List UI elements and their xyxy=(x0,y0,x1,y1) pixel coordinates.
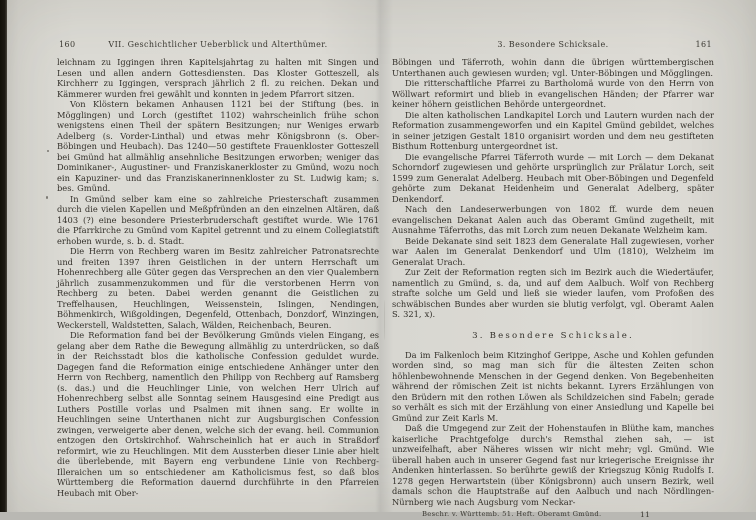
paragraph-text: Die Reformation fand bei der Bevölkerung Gmünds vielen Eingang, es gelang aber dem Rathe die Bewegung allmählig zu unterdrücken, so daß in der Reichsstadt blos die katholische Confession geduldet wurde. Dagegen fand die Reformation einige entschiedene Anhänger unter den Herrn von Rechberg, namentlich den Philipp von Rechberg auf Ramsberg (s. das.) und die Heuchlinger Linie, von welchen Herr Ulrich auf Hohenrechberg selbst alle Sonntag seinem Hausgesind eine Predigt aus Luthers Postille vorlas und Psalmen mit ihnen sang. Er wollte in Heuchlingen seine Unterthanen nicht zur Augsburgischen Confession zwingen, verweigerte aber denen, welche sich der evang. heil. Communion entzogen den Ortskirchhof. Wahrscheinlich hat er auch in Straßdorf reformirt, wie zu Heuchlingen. Mit dem Aussterben dieser Linie aber hielt die überlebende, mit Bayern eng verbundene Linie von Rechberg-Illeraichen um so entschiedener am Katholicismus fest, so daß blos Württemberg die Reformation dauernd durchführte in den Pfarreien Heubach mit Ober- xyxy=(57,330,379,498)
paragraph-text: Die alten katholischen Landkapitel Lorch und Lautern wurden nach der Reformation zusammengeworfen und ein Kapitel Gmünd gebildet, welches in seiner jetzigen Gestalt 1810 organisirt worden und dem neu gestifteten Bisthum Rottenburg untergeordnet ist. xyxy=(392,109,714,151)
book-spine-edge xyxy=(0,0,7,512)
sheet-number: 11 xyxy=(640,510,651,519)
paragraph-text: Die Herrn von Rechberg waren im Besitz zahlreicher Patronatsrechte und freiten 1397 ihren Geistlichen in der untern Herrschaft um Hohenrechberg alle Güter gegen das Versprechen an den vier Qualembern jährlich zusammenzukommen und für die verstorbenen Herrn von Rechberg zu beten. Dabei werden genannt die Geistlichen zu Treffelhausen, Heuchlingen, Weissenstein, Islingen, Nendingen, Böhmenkirch, Wißgoldingen, Degenfeld, Ottenbach, Donzdorf, Winzingen, Weckerstell, Waldstetten, Salach, Wälden, Reichenbach, Beuren. xyxy=(57,246,379,330)
printer-signature: Beschr. v. Württemb. 51. Heft. Oberamt Gmünd. xyxy=(422,510,602,518)
paragraph-text: Die ritterschaftliche Pfarrei zu Bartholomä wurde von den Herrn von Wöllwart reformirt und blieb in evangelischen Händen; der Pfarrer war keiner höhern geistlichen Behörde untergeordnet. xyxy=(392,78,714,109)
page-fold-shadow xyxy=(384,300,385,340)
paragraph-text: Die evangelische Pfarrei Täferroth wurde — mit Lorch — dem Dekanat Schorndorf zugewiesen und gehörte ursprünglich zur Prälatur Lorch, seit 1599 zum Generalat Adelberg. Heubach mit Ober-Böbingen und Degenfeld gehörte zum Dekanat Heidenheim und Generalat Adelberg, später Denkendorf. xyxy=(392,151,714,204)
paragraph-text: leichnam zu Iggingen ihren Kapitelsjahrtag zu halten mit Singen und Lesen und allen andern Gottesdiensten. Das Kloster Gotteszell, als Kirchherr zu Iggingen, versprach jährlich 2 fl. zu reichen. Dekan und Kämmerer wurden frei gewählt und konnten in jedem Pfarrort sitzen. xyxy=(57,57,379,99)
running-header-right-title: 3. Besondere Schicksale. xyxy=(497,40,609,49)
scan-speck xyxy=(46,196,48,199)
scan-speck xyxy=(47,150,49,152)
paragraph-text: In Gmünd selber kam eine so zahlreiche Priesterschaft zusammen durch die vielen Kapellen und Meßpfründen an den einzelnen Altären, daß 1403 (?) eine besondere Priesterbruderschaft gestiftet wurde. Wie 1761 die Pfarrkirche zu Gmünd vom Kapitel getrennt und zu einem Collegiatstift erhoben wurde, s. b. d. Stadt. xyxy=(57,193,379,246)
running-header-right xyxy=(392,40,714,49)
running-header-left-title: VII. Geschichtlicher Ueberblick und Alterthümer. xyxy=(108,40,328,49)
page-left-text-block xyxy=(57,57,379,498)
running-header-left xyxy=(57,40,379,49)
page-right-text-block xyxy=(392,57,714,520)
paragraph-text: Da im Falkenloch beim Kitzinghof Gerippe, Asche und Kohlen gefunden worden sind, so mag man sich für die ältesten Zeiten schon höhlenbewohnende Menschen in der Gegend denken. Von Begebenheiten während der römischen Zeit ist nichts bekannt. Lyrers Erzählungen von den Brüdern mit den rothen Löwen als Schildzeichen sind Fabeln; gerade so verhält es sich mit der Erzählung von einer Ansiedlung und Kapelle bei Gmünd zur Zeit Karls M. xyxy=(392,349,714,423)
page-number-right: 161 xyxy=(695,40,712,49)
section-heading: 3. Besondere Schicksale. xyxy=(472,330,634,341)
page-number-left: 160 xyxy=(59,40,76,49)
paragraph-text: Böbingen und Täferroth, wohin dann die übrigen württembergischen Unterthanen auch gewiesen wurden; vgl. Unter-Böbingen und Mögglingen. xyxy=(392,57,714,78)
paragraph-text: Nach den Landeserwerbungen von 1802 ff. wurde dem neuen evangelischen Dekanat Aalen auch das Oberamt Gmünd zugetheilt, mit Ausnahme Täferroths, das mit Lorch zum neuen Dekanate Welzheim kam. xyxy=(392,204,714,235)
page-footer xyxy=(392,510,714,520)
paragraph-text: Daß die Umgegend zur Zeit der Hohenstaufen in Blüthe kam, manches kaiserliche Prachtgefolge durch's Remsthal ziehen sah, — ist unzweifelhaft, aber Näheres wissen wir nicht mehr; vgl. Gmünd. Wie überall haben auch in unserer Gegend fast nur kriegerische Ereignisse ihr Andenken hinterlassen. So berührte gewiß der Kriegszug König Rudolfs I. 1278 gegen Herwartstein (über Königsbronn) auch unsern Bezirk, weil damals schon die Hauptstraße auf den Aalbuch und nach Nördlingen-Nürnberg wie nach Augsburg vom Neckar- xyxy=(392,423,714,507)
paragraph-text: Beide Dekanate sind seit 1823 dem Generalate Hall zugewiesen, vorher war Aalen im Generalat Denkendorf und Ulm (1810), Welzheim im Generalat Urach. xyxy=(392,235,714,267)
paragraph-text: Von Klöstern bekamen Anhausen 1121 bei der Stiftung (bes. in Mögglingen) und Lorch (gestiftet 1102) wahrscheinlich frühe schon wenigstens einen Theil der spätern Besitzungen; nur Weniges erwarb Adelberg (s. Vorder-Linthal) und etwas mehr Königsbronn (s. Ober-Böbingen und Heubach). Das 1240—50 gestiftete Frauenkloster Gotteszell bei Gmünd hat allmählig ansehnliche Besitzungen erworben; weniger das Dominikaner-, Augustiner- und Franziskanerkloster zu Gmünd, wozu noch ein Kapuziner- und das Franziskanerinnenkloster zu St. Ludwig kam; s. bes. Gmünd. xyxy=(57,99,379,193)
paragraph-text: Zur Zeit der Reformation regten sich im Bezirk auch die Wiedertäufer, namentlich zu Gmünd, s. da, und auf dem Aalbuch. Wolf von Rechberg strafte solche um Geld und ließ sie wieder laufen, vom Profoßen des schwäbischen Bundes aber wurden sie blutig verfolgt, vgl. Oberamt Aalen S. 321, x). xyxy=(392,267,714,319)
